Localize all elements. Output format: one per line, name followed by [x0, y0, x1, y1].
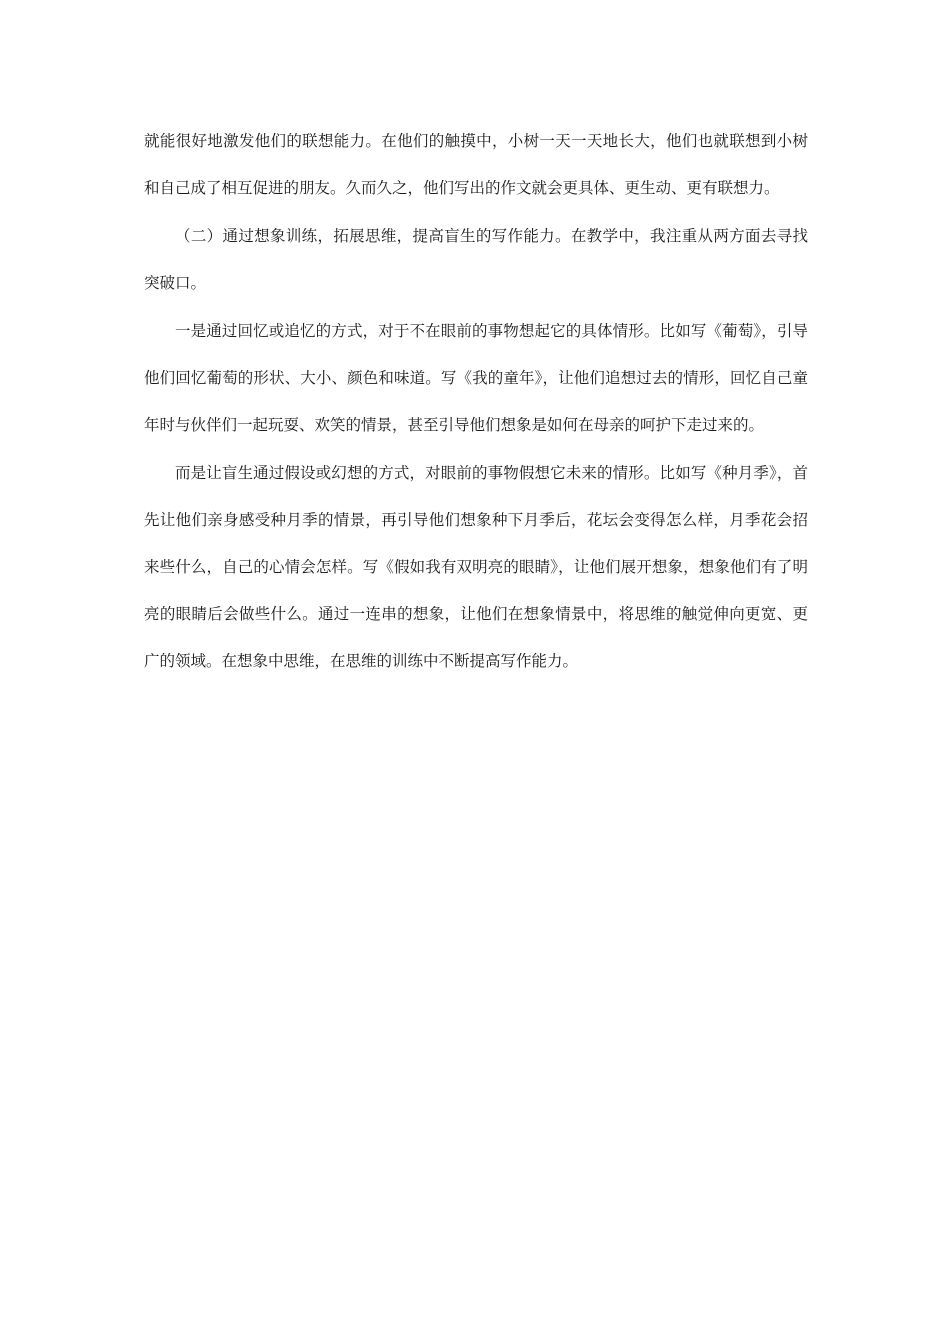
paragraph-2: （二）通过想象训练，拓展思维，提高盲生的写作能力。在教学中，我注重从两方面去寻找突破口。	[144, 227, 808, 292]
paragraph-4: 而是让盲生通过假设或幻想的方式，对眼前的事物假想它未来的情形。比如写《种月季》，首先让他们亲身感受种月季的情景，再引导他们想象种下月季后，花坛会变得怎么样，月季花会招来些什么，自己的心情会怎样。写《假如我有双明亮的眼睛》，让他们展开想象，想象他们有了明亮的眼睛后会做些什么。通过一连串的想象，让他们在想象情景中，将思维的触觉伸向更宽、更广的领域。在想象中思维，在思维的训练中不断提高写作能力。	[144, 464, 808, 670]
paragraph-3: 一是通过回忆或追忆的方式，对于不在眼前的事物想起它的具体情形。比如写《葡萄》，引导他们回忆葡萄的形状、大小、颜色和味道。写《我的童年》，让他们追想过去的情形，回忆自己童年时与伙伴们一起玩耍、欢笑的情景，甚至引导他们想象是如何在母亲的呵护下走过来的。	[144, 322, 808, 434]
document-body	[144, 118, 808, 686]
paragraph-1: 就能很好地激发他们的联想能力。在他们的触摸中，小树一天一天地长大，他们也就联想到小树和自己成了相互促进的朋友。久而久之，他们写出的作文就会更具体、更生动、更有联想力。	[144, 132, 808, 197]
